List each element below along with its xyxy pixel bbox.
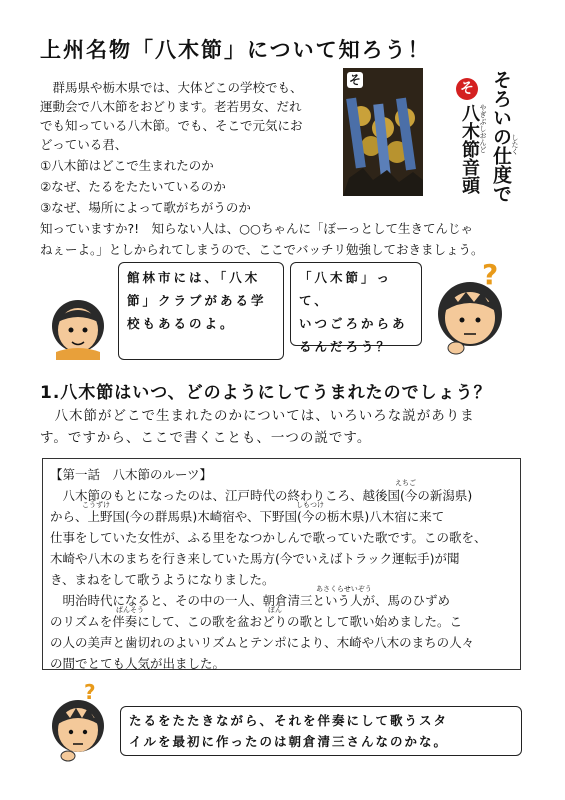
- boy-character-bottom: [44, 686, 118, 762]
- section-heading: 1.八木節はいつ、どのようにしてうまれたのでしょう？: [40, 383, 492, 403]
- story-line: の人の美声と歯切れのよいリズムとテンポにより、木崎や八木のまちの人々: [50, 635, 475, 650]
- boy-character-thinking: [426, 258, 518, 358]
- story-line: の間でとても人気が出ました。: [50, 656, 226, 671]
- speech-bubble-left: [118, 262, 284, 360]
- bubble-line: いつごろからあ: [299, 316, 408, 331]
- bubble-line: イルを最初に作ったのは朝倉清三さんなのかな。: [129, 734, 449, 749]
- story-line: 明治時代になると、その中の一人、朝倉清三という人が、馬のひずめ: [50, 593, 451, 608]
- story-box: [42, 458, 521, 670]
- story-line: 木崎や八木のまちを行き来していた馬方(今でいえばトラック運転手)が聞: [50, 551, 460, 566]
- section-text: す。ですから、ここで書くことも、一つの説です。: [40, 430, 372, 446]
- ruby-echigo: えちご: [395, 479, 416, 487]
- question-mark-icon: ?: [84, 680, 96, 704]
- intro-line: 知っていますか?! 知らない人は、○○ちゃんに「ぼーっとして生きてんじゃ: [40, 221, 473, 236]
- intro-line: 群馬県や栃木県では、大体どこの学校でも、: [40, 80, 303, 95]
- ruby-bon: ぼん: [268, 606, 282, 614]
- speech-bubble-bottom: [120, 706, 522, 756]
- book-cover-illustration: [343, 68, 423, 196]
- book-title-col2: 八木節音頭: [459, 104, 480, 194]
- ruby-shitaku: したく: [511, 134, 519, 155]
- ruby-shimotsuke: しもつけ: [296, 501, 324, 509]
- page-title: 上州名物「八木節」について知ろう！: [40, 38, 431, 62]
- intro-line: ねぇーよ。」としかられてしまうので、ここでバッチリ勉強しておきましょう。: [40, 242, 484, 257]
- speech-bubble-right: [290, 262, 422, 354]
- section-text: 八木節がどこで生まれたのかについては、いろいろな説がありま: [40, 408, 475, 424]
- book-title-col1: そろいの仕度で: [490, 70, 512, 203]
- bubble-line: 「八木節」って、: [299, 270, 393, 308]
- question-mark-icon: ?: [482, 258, 499, 291]
- intro-line: どっている君、: [40, 137, 128, 152]
- ruby-asakura: あさくらせいぞう: [316, 585, 372, 593]
- story-line: から、上野国(今の群馬県)木崎宿や、下野国(今の栃木県)八木宿に来て: [50, 509, 445, 524]
- ruby-kouzuke: こうずけ: [82, 501, 110, 509]
- intro-line: 運動会で八木節をおどります。老若男女、だれ: [40, 99, 302, 114]
- story-line: 仕事をしていた女性が、ふる里をなつかしんで歌っていた歌です。この歌を、: [50, 530, 487, 545]
- book-title: [436, 70, 522, 220]
- book-badge-red: そ: [456, 78, 478, 100]
- ruby-yagibushi: やぎぶしおんど: [479, 104, 487, 153]
- story-line: 八木節のもとになったのは、江戸時代の終わりころ、越後国(今の新潟県): [50, 488, 473, 503]
- ruby-bansou: ばんそう: [116, 606, 144, 614]
- bubble-line: 節」クラブがある学: [127, 293, 267, 308]
- story-heading: 【第一話 八木節のルーツ】: [50, 467, 213, 482]
- bubble-line: るんだろう？: [299, 339, 393, 354]
- girl-character: [38, 288, 118, 360]
- bubble-line: 校もあるのよ。: [127, 316, 236, 331]
- book-badge: そ: [348, 73, 361, 87]
- intro-line: でも知っている八木節。でも、そこで元気にお: [40, 118, 303, 133]
- intro-question-1: ①八木節はどこで生まれたのか: [40, 158, 214, 173]
- story-line: のリズムを伴奏にして、この歌を盆おどりの歌として歌い始めました。こ: [50, 614, 463, 629]
- intro-question-3: ③なぜ、場所によって歌がちがうのか: [40, 200, 251, 215]
- bubble-line: たるをたたきながら、それを伴奏にして歌うスタ: [129, 713, 449, 728]
- intro-question-2: ②なぜ、たるをたたいているのか: [40, 179, 226, 194]
- story-line: き、まねをして歌うようになりました。: [50, 572, 275, 587]
- bubble-line: 館林市には、「八木: [127, 270, 261, 285]
